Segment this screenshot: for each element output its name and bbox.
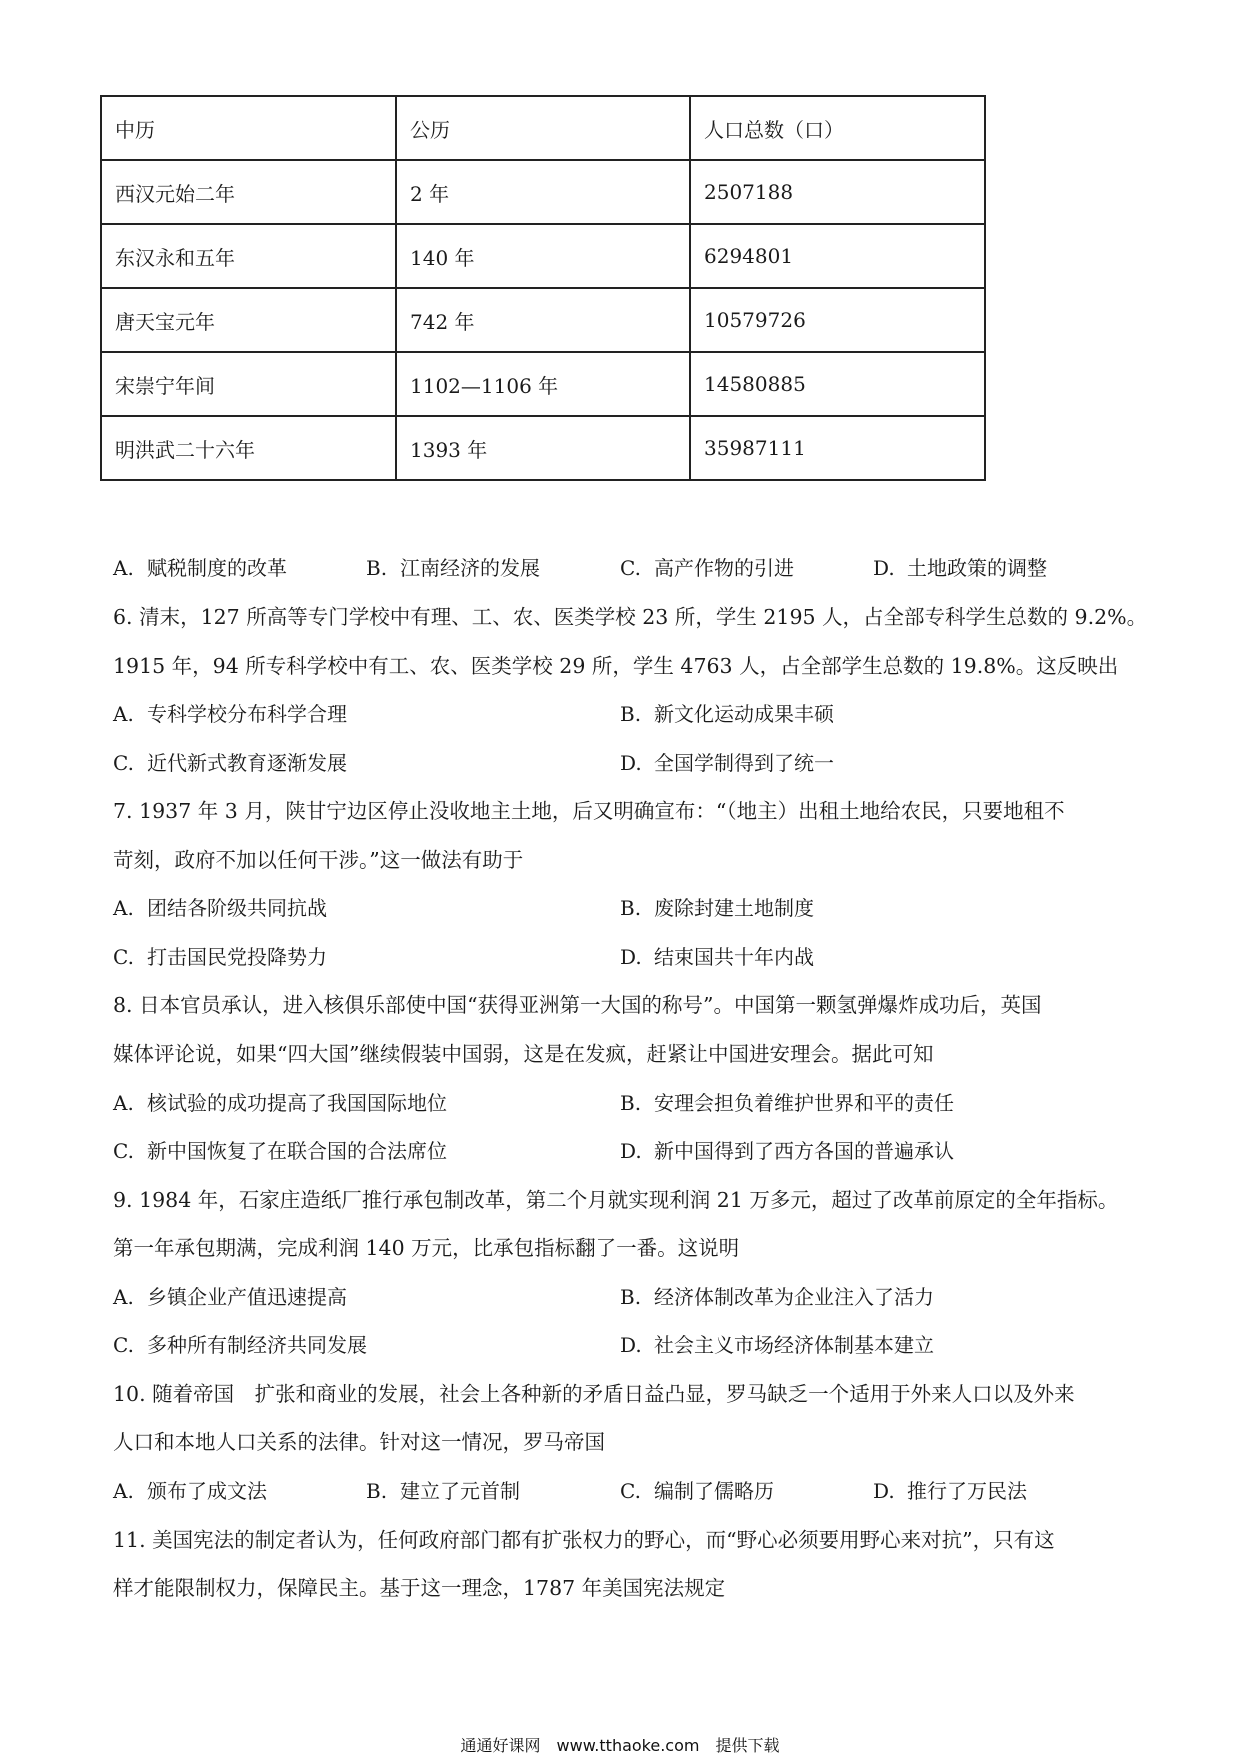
q10-stem-line1: 10. 随着帝国 扩张和商业的发展，社会上各种新的矛盾日益凸显，罗马缺乏一个适用于外来人口以及外来 (113, 1382, 1075, 1406)
option-text: 经济体制改革为企业注入了活力 (654, 1285, 934, 1309)
table-cell: 1393 年 (396, 416, 690, 480)
table-cell: 1102—1106 年 (396, 352, 690, 416)
q9-stem-line1: 9. 1984 年，石家庄造纸厂推行承包制改革，第二个月就实现利润 21 万多元，超过了改革前原定的全年指标。 (113, 1188, 1119, 1212)
option-text: 安理会担负着维护世界和平的责任 (654, 1091, 954, 1115)
option-letter: D. (620, 1333, 642, 1357)
option-letter: A. (113, 1285, 134, 1309)
option-text: 新中国得到了西方各国的普遍承认 (654, 1139, 954, 1163)
option-letter: C. (113, 1139, 134, 1163)
q11-stem-line1: 11. 美国宪法的制定者认为，任何政府部门都有扩张权力的野心，而“野心必须要用野心来对抗”，只有这 (113, 1528, 1055, 1552)
option-letter: D. (873, 1479, 895, 1503)
option-letter: C. (113, 1333, 134, 1357)
table-row (101, 288, 985, 352)
option-letter: B. (620, 1091, 642, 1115)
q7-option-b (620, 894, 814, 922)
q11-stem-line2: 样才能限制权力，保障民主。基于这一理念，1787 年美国宪法规定 (113, 1576, 726, 1600)
option-text: 新文化运动成果丰硕 (654, 702, 834, 726)
table-cell: 35987111 (690, 416, 985, 480)
option-text: 建立了元首制 (400, 1479, 520, 1503)
q8-stem-line1: 8. 日本官员承认，进入核俱乐部使中国“获得亚洲第一大国的称号”。中国第一颗氢弹爆炸成功后，英国 (113, 993, 1042, 1017)
q7-option-a (113, 894, 327, 922)
table-row (101, 352, 985, 416)
option-letter: A. (113, 1091, 134, 1115)
option-text: 专科学校分布科学合理 (147, 702, 347, 726)
option-letter: D. (620, 1139, 642, 1163)
q10-option-b (366, 1477, 520, 1505)
option-letter: A. (113, 702, 134, 726)
option-text: 江南经济的发展 (400, 556, 540, 580)
option-text: 社会主义市场经济体制基本建立 (654, 1333, 934, 1357)
option-text: 近代新式教育逐渐发展 (147, 751, 347, 775)
option-letter: D. (873, 556, 895, 580)
q8-option-c (113, 1137, 447, 1165)
table-cell: 6294801 (690, 224, 985, 288)
table-row (101, 416, 985, 480)
q8-stem-line2: 媒体评论说，如果“四大国”继续假装中国弱，这是在发疯，赶紧让中国进安理会。据此可知 (113, 1042, 934, 1066)
table-header-row (101, 96, 985, 160)
option-letter: C. (113, 751, 134, 775)
table-cell: 宋崇宁年间 (101, 352, 396, 416)
option-letter: B. (620, 702, 642, 726)
option-text: 核试验的成功提高了我国国际地位 (147, 1091, 447, 1115)
table-cell: 742 年 (396, 288, 690, 352)
option-letter: B. (620, 1285, 642, 1309)
option-letter: D. (620, 945, 642, 969)
option-text: 新中国恢复了在联合国的合法席位 (147, 1139, 447, 1163)
option-text: 团结各阶级共同抗战 (147, 896, 327, 920)
option-text: 乡镇企业产值迅速提高 (147, 1285, 347, 1309)
q6-option-b (620, 700, 834, 728)
option-text: 颁布了成文法 (147, 1479, 267, 1503)
option-text: 多种所有制经济共同发展 (147, 1333, 367, 1357)
q7-stem-line1: 7. 1937 年 3 月，陕甘宁边区停止没收地主土地，后又明确宣布：“（地主）出租土地给农民，只要地租不 (113, 799, 1065, 823)
q7-stem-line2: 苛刻，政府不加以任何干涉。”这一做法有助于 (113, 848, 524, 872)
option-text: 编制了儒略历 (654, 1479, 774, 1503)
q6-stem-line1: 6. 清末，127 所高等专门学校中有理、工、农、医类学校 23 所，学生 2195 人，占全部专科学生总数的 9.2%。 (113, 605, 1148, 629)
q8-option-b (620, 1089, 954, 1117)
option-letter: B. (366, 556, 388, 580)
q8-option-d (620, 1137, 954, 1165)
option-letter: B. (620, 896, 642, 920)
q6-stem-line2: 1915 年，94 所专科学校中有工、农、医类学校 29 所，学生 4763 人，占全部学生总数的 19.8%。这反映出 (113, 654, 1119, 678)
q10-option-a (113, 1477, 267, 1505)
table-cell: 10579726 (690, 288, 985, 352)
q6-option-c (113, 749, 347, 777)
option-letter: A. (113, 556, 134, 580)
option-text: 打击国民党投降势力 (147, 945, 327, 969)
table-row (101, 224, 985, 288)
q5-option-b (366, 554, 540, 582)
q7-option-c (113, 943, 327, 971)
option-text: 全国学制得到了统一 (654, 751, 834, 775)
table-cell: 西汉元始二年 (101, 160, 396, 224)
q6-option-d (620, 749, 834, 777)
table-cell: 东汉永和五年 (101, 224, 396, 288)
table-cell: 140 年 (396, 224, 690, 288)
option-letter: C. (620, 556, 641, 580)
q6-option-a (113, 700, 347, 728)
q10-option-d (873, 1477, 1027, 1505)
q8-option-a (113, 1089, 447, 1117)
table-cell: 明洪武二十六年 (101, 416, 396, 480)
q5-option-d (873, 554, 1047, 582)
option-text: 土地政策的调整 (907, 556, 1047, 580)
table-header-cell: 人口总数（口） (690, 96, 985, 160)
option-letter: C. (620, 1479, 641, 1503)
q10-stem-line2: 人口和本地人口关系的法律。针对这一情况，罗马帝国 (113, 1430, 605, 1454)
q5-option-a (113, 554, 287, 582)
option-letter: D. (620, 751, 642, 775)
population-table (100, 95, 986, 481)
table-cell: 2 年 (396, 160, 690, 224)
option-text: 赋税制度的改革 (147, 556, 287, 580)
option-letter: C. (113, 945, 134, 969)
q7-option-d (620, 943, 814, 971)
option-letter: B. (366, 1479, 388, 1503)
table-header-cell: 中历 (101, 96, 396, 160)
q5-option-c (620, 554, 794, 582)
table-cell: 14580885 (690, 352, 985, 416)
table-cell: 唐天宝元年 (101, 288, 396, 352)
table-row (101, 160, 985, 224)
q9-option-d (620, 1331, 934, 1359)
q10-option-c (620, 1477, 774, 1505)
q9-stem-line2: 第一年承包期满，完成利润 140 万元，比承包指标翻了一番。这说明 (113, 1236, 740, 1260)
option-letter: A. (113, 1479, 134, 1503)
table-cell: 2507188 (690, 160, 985, 224)
option-text: 高产作物的引进 (654, 556, 794, 580)
table-header-cell: 公历 (396, 96, 690, 160)
option-letter: A. (113, 896, 134, 920)
option-text: 结束国共十年内战 (654, 945, 814, 969)
option-text: 推行了万民法 (907, 1479, 1027, 1503)
q9-option-a (113, 1283, 347, 1311)
option-text: 废除封建土地制度 (654, 896, 814, 920)
q9-option-b (620, 1283, 934, 1311)
page-footer: 通通好课网 www.tthaoke.com 提供下载 (460, 1736, 780, 1755)
q9-option-c (113, 1331, 367, 1359)
